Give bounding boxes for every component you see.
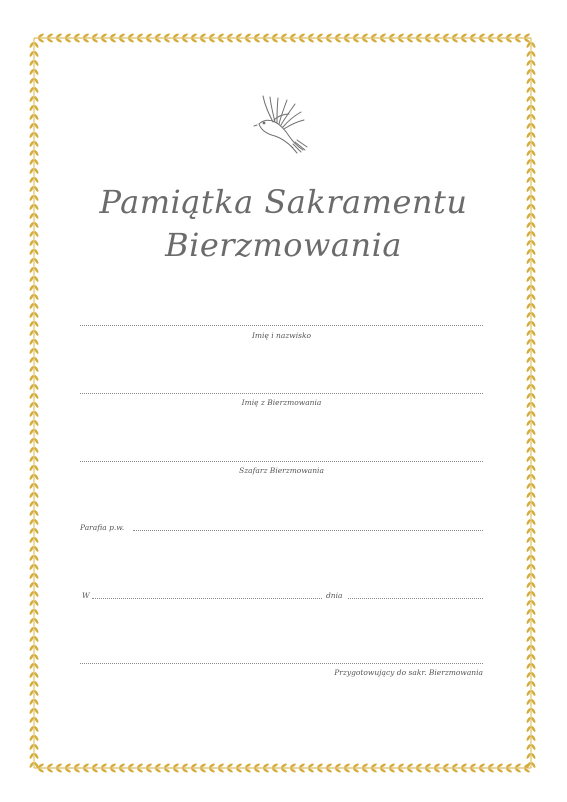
confirmation-name-line [80, 393, 483, 394]
parish-label: Parafia p.w. [80, 523, 125, 532]
dove-icon [253, 92, 309, 154]
minister-caption: Szafarz Bierzmowania [239, 466, 324, 475]
confirmation-name-caption: Imię z Bierzmowania [241, 398, 322, 407]
place-line [92, 598, 322, 599]
title-line-1: Pamiątka Sakramentu [99, 183, 468, 221]
parish-line [133, 530, 483, 531]
name-line [80, 325, 483, 326]
date-line [348, 598, 483, 599]
date-label: dnia [326, 591, 343, 600]
name-caption: Imię i nazwisko [251, 331, 312, 340]
minister-line [80, 461, 483, 462]
catechist-caption: Przygotowujący do sakr. Bierzmowania [334, 668, 483, 677]
title-line-2: Bierzmowania [165, 226, 402, 264]
place-label: W [82, 591, 90, 600]
catechist-line [80, 663, 483, 664]
